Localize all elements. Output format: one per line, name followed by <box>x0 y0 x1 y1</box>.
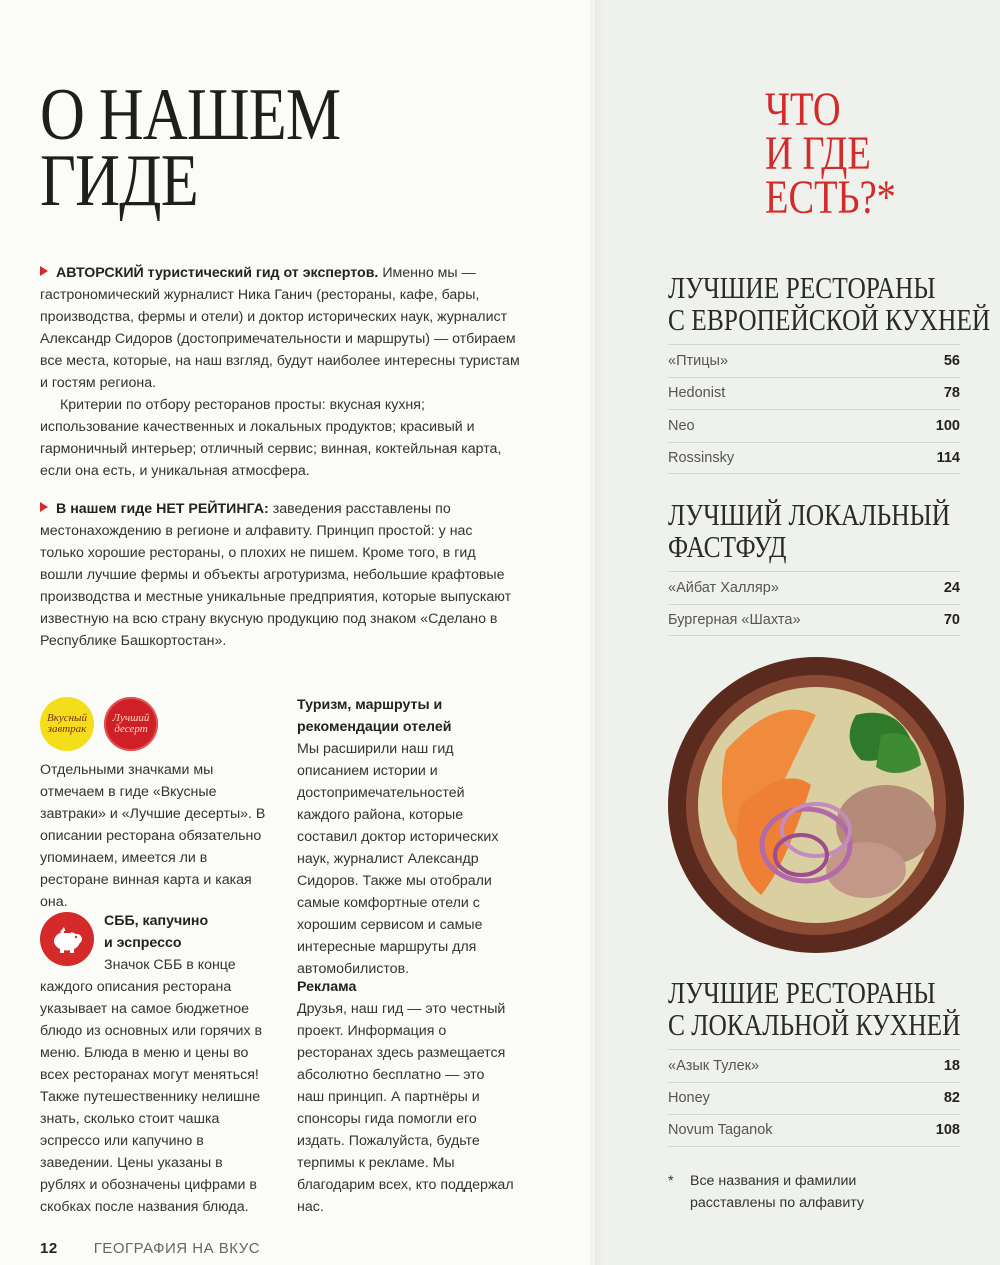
restaurant-name: Бургерная «Шахта» <box>668 611 801 628</box>
page-spine <box>590 0 604 1265</box>
restaurant-name: Neo <box>668 417 695 434</box>
restaurant-name: «Азык Тулек» <box>668 1057 760 1074</box>
arrow-bullet-icon <box>40 502 48 512</box>
page-ref: 78 <box>943 385 960 402</box>
page-ref: 56 <box>943 352 960 369</box>
food-plate-image <box>666 655 966 955</box>
list-item[interactable] <box>668 409 960 442</box>
section-title-line2: ФАСТФУД <box>668 529 787 564</box>
footnote-text: Все названия и фамилии расставлены по алфавиту <box>690 1173 865 1211</box>
rating-section <box>40 498 520 652</box>
ads-text: Друзья, наш гид — это честный проект. Информация о ресторанах здесь размещается абсолютно бесплатно — это наш принцип. А партнёры и спонсоры гида помогли его издать. Пожалуйста, будьте терпимы к рекламе. Мы благодарим всех, кто поддержал нас. <box>297 1001 514 1215</box>
page-ref: 24 <box>943 579 960 596</box>
list-item[interactable] <box>668 344 960 377</box>
sbb-heading-line1: СББ, капучино <box>104 913 209 929</box>
tourism-section <box>297 694 515 980</box>
ads-heading: Реклама <box>297 979 357 995</box>
rating-lead: В нашем гиде НЕТ РЕЙТИНГА: <box>56 501 269 517</box>
what-where-line2: И ГДЕ <box>765 127 871 180</box>
page-ref: 108 <box>935 1122 960 1139</box>
page-ref: 100 <box>935 417 960 434</box>
restaurant-name: Hedonist <box>668 385 726 402</box>
sbb-heading <box>104 910 274 954</box>
footnote-star: * <box>668 1173 674 1189</box>
page-ref: 18 <box>943 1057 960 1074</box>
intro-section <box>40 262 520 482</box>
what-where-line1: ЧТО <box>765 83 841 136</box>
section-title-line1: ЛУЧШИЕ РЕСТОРАНЫ <box>668 270 936 305</box>
rating-paragraph <box>40 498 520 652</box>
section-title <box>668 270 991 337</box>
sbb-text: Значок СББ в конце каждого описания ресторана указывает на самое бюджетное блюдо из основных или горячих в меню. Блюда в меню и цены во всех ресторанах могут меняться! Также путешественнику нелишне знать, сколько стоит чашка эспрессо или капучино в заведении. Цены указаны в рублях и обозначены цифрами в скобках после названия блюда. <box>40 957 263 1215</box>
list-item[interactable] <box>668 442 960 475</box>
page-ref: 70 <box>943 611 960 628</box>
list-item[interactable] <box>668 571 960 604</box>
sbb-heading-line2: и эспрессо <box>104 935 182 951</box>
section-title <box>668 497 951 564</box>
page-title-line2: ГИДЕ <box>40 140 198 222</box>
arrow-bullet-icon <box>40 266 48 276</box>
tourism-text: Мы расширили наш гид описанием истории и достопримечательностей каждого района, которые составил доктор исторических наук, журналист Александр Сидоров. Также мы отобрали самые комфортные отели с хорошим сервисом и самые интересные маршруты для автомобилистов. <box>297 741 499 977</box>
rating-text: заведения расставлены по местонахождению в регионе и алфавиту. Принцип простой: у нас только хорошие рестораны, о плохих не пишем. Кроме того, в гид вошли лучшие фермы и объекты агротуризма, небольшие крафтовые производства и местные уникальные предприятия, которые выпускают известную на всю страну вкусную продукцию под знаком «Сделано в Республике Башкортостан». <box>40 501 512 649</box>
section-fastfood <box>668 499 960 636</box>
section-title-line1: ЛУЧШИЙ ЛОКАЛЬНЫЙ <box>668 497 951 532</box>
section-title <box>668 975 961 1042</box>
list-item[interactable] <box>668 604 960 637</box>
restaurant-name: Novum Taganok <box>668 1122 773 1139</box>
page-title-line1: О НАШЕМ <box>40 74 341 156</box>
page-title <box>40 74 393 222</box>
list-item[interactable] <box>668 1049 960 1082</box>
tourism-heading: Туризм, маршруты и рекомендации отелей <box>297 697 452 735</box>
criteria-paragraph: Критерии по отбору ресторанов просты: вкусная кухня; использование качественных и локальных продуктов; красивый и гармоничный интерьер; отличный сервис; винная, коктейльная карта, если она есть, и уникальная атмосфера. <box>40 397 502 479</box>
list-item[interactable] <box>668 1082 960 1115</box>
section-title-line2: С ЛОКАЛЬНОЙ КУХНЕЙ <box>668 1007 961 1042</box>
section-title-line1: ЛУЧШИЕ РЕСТОРАНЫ <box>668 975 936 1010</box>
intro-text: Именно мы — гастрономический журналист Ника Ганич (рестораны, кафе, бары, производства, фермы и отели) и доктор исторических наук, журналист Александр Сидоров (достопримечательности и маршруты) — отбираем все места, которые, на наш взгляд, будут наиболее интересны туристам и гостям региона. <box>40 265 520 391</box>
restaurant-name: «Айбат Халляр» <box>668 579 779 596</box>
page-number: 12 <box>40 1240 58 1257</box>
breakfast-badge-icon: Вкусный завтрак <box>40 697 94 751</box>
list-item[interactable] <box>668 1114 960 1147</box>
restaurant-name: «Птицы» <box>668 352 729 369</box>
footnote <box>668 1170 878 1214</box>
section-local <box>668 977 960 1147</box>
intro-paragraph <box>40 262 520 394</box>
page-footer <box>40 1240 260 1257</box>
page-ref: 82 <box>943 1090 960 1107</box>
what-where-line3: ЕСТЬ?* <box>765 171 896 224</box>
ads-section <box>297 976 515 1218</box>
dessert-badge-icon: Лучший десерт <box>104 697 158 751</box>
intro-lead: АВТОРСКИЙ туристический гид от экспертов. <box>56 265 379 281</box>
restaurant-name: Honey <box>668 1090 710 1107</box>
page-ref: 114 <box>936 449 960 466</box>
section-european <box>668 270 991 474</box>
list-item[interactable] <box>668 377 960 410</box>
book-title: ГЕОГРАФИЯ НА ВКУС <box>93 1240 261 1257</box>
badges-description: Отдельными значками мы отмечаем в гиде «Вкусные завтраки» и «Лучшие десерты». В описании ресторана обязательно упоминаем, имеется ли в ресторане винная карта и какая она. <box>40 762 266 910</box>
what-where-title <box>765 83 896 224</box>
section-title-line2: С ЕВРОПЕЙСКОЙ КУХНЕЙ <box>668 302 991 337</box>
restaurant-name: Rossinsky <box>668 449 735 466</box>
